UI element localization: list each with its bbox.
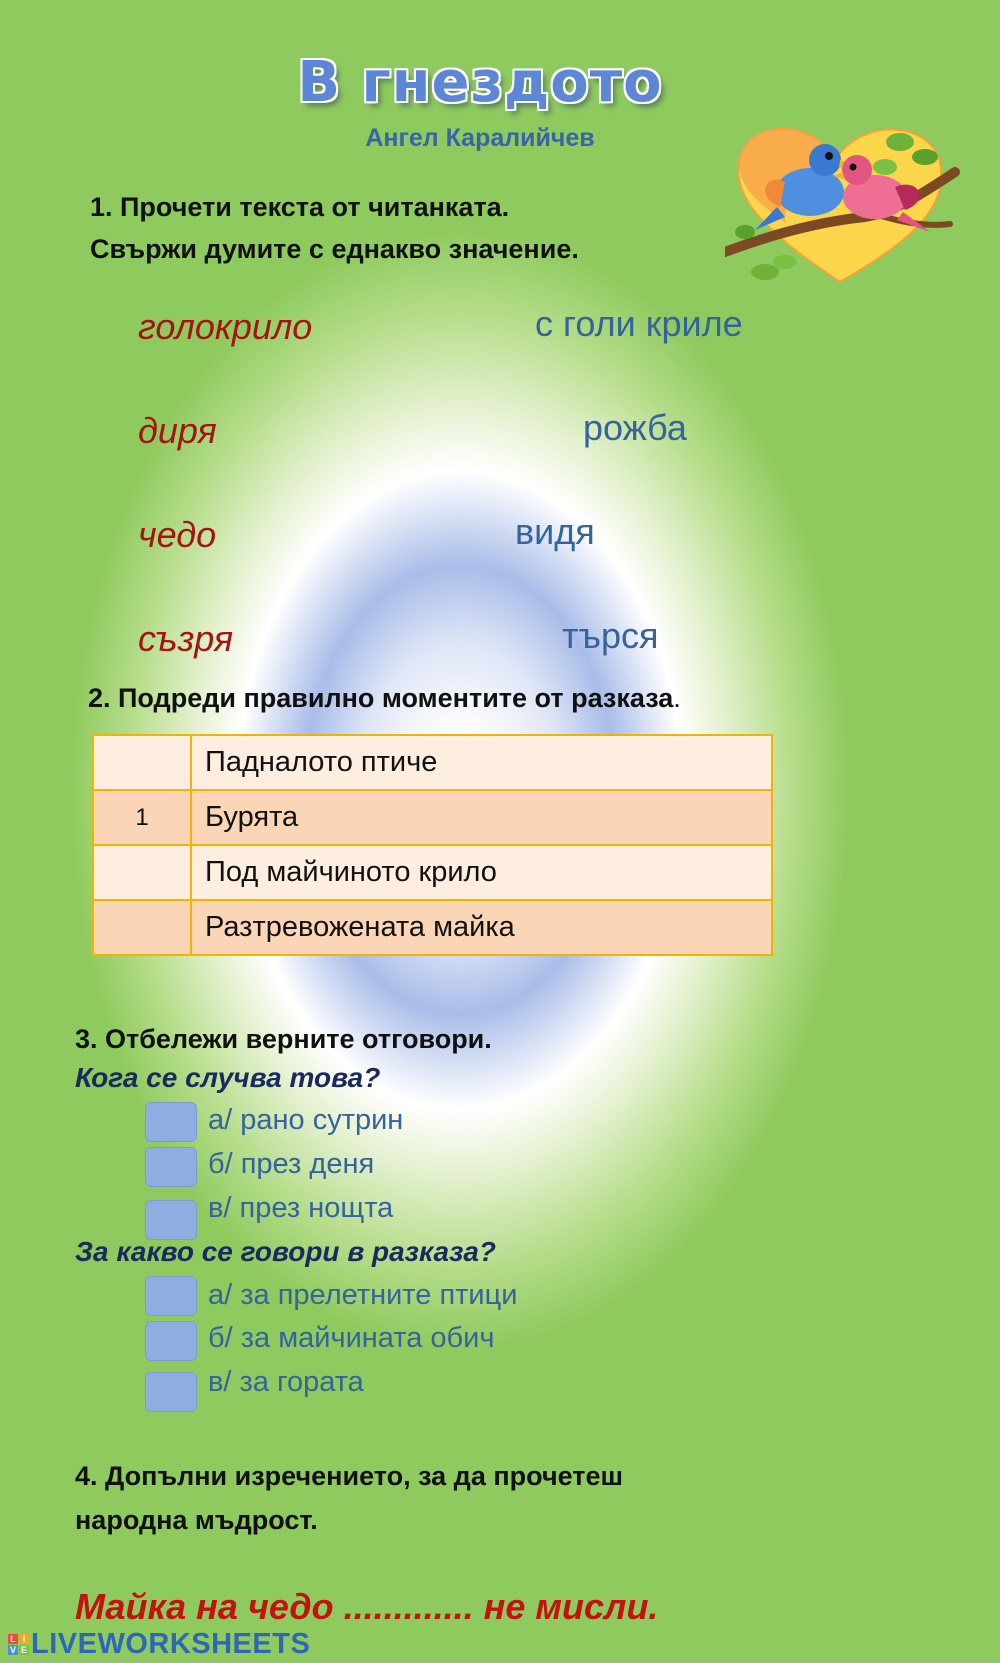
question-1: Кога се случва това? bbox=[75, 1062, 381, 1093]
answer-checkbox[interactable] bbox=[145, 1102, 197, 1142]
match-right-word[interactable]: търся bbox=[562, 615, 659, 656]
table-row bbox=[93, 790, 772, 845]
task1-instruction-line2: Свържи думите с еднакво значение. bbox=[90, 234, 579, 264]
match-left-word[interactable]: голокрило bbox=[138, 306, 313, 347]
page-title: В гнездото bbox=[297, 50, 663, 115]
task3-instruction: 3. Отбележи верните отговори. bbox=[75, 1024, 492, 1054]
order-number-input[interactable] bbox=[93, 900, 191, 955]
answer-option: а/ рано сутрин bbox=[208, 1104, 404, 1136]
answer-option: в/ през нощта bbox=[208, 1192, 394, 1224]
logo-text: LIVEWORKSHEETS bbox=[31, 1627, 311, 1660]
match-right-word[interactable]: видя bbox=[515, 511, 595, 552]
logo-letter: L bbox=[8, 1634, 18, 1644]
order-number-input[interactable] bbox=[93, 735, 191, 790]
answer-checkbox[interactable] bbox=[145, 1276, 197, 1316]
order-table bbox=[92, 734, 773, 956]
table-row bbox=[93, 735, 772, 790]
order-item-text: Разтревожената майка bbox=[191, 900, 772, 955]
table-row bbox=[93, 900, 772, 955]
task4-instruction-line1: 4. Допълни изречението, за да прочетеш bbox=[75, 1461, 624, 1491]
logo-letter: I bbox=[19, 1634, 29, 1644]
task2-title: 2. Подреди правилно моментите от разказа bbox=[88, 683, 674, 713]
answer-checkbox[interactable] bbox=[145, 1147, 197, 1187]
order-number-input[interactable]: 1 bbox=[93, 790, 191, 845]
logo-mark-icon bbox=[8, 1634, 29, 1655]
order-item-text: Падналото птиче bbox=[191, 735, 772, 790]
logo-letter: V bbox=[9, 1644, 16, 1655]
answer-option: б/ през деня bbox=[208, 1148, 375, 1180]
bird-illustration bbox=[725, 112, 960, 292]
liveworksheets-logo[interactable] bbox=[8, 1627, 310, 1661]
answer-checkbox[interactable] bbox=[145, 1200, 197, 1240]
task4-instruction-line2: народна мъдрост. bbox=[75, 1505, 318, 1535]
order-number-input[interactable] bbox=[93, 845, 191, 900]
answer-option: б/ за майчината обич bbox=[208, 1322, 495, 1354]
table-row bbox=[93, 845, 772, 900]
answer-checkbox[interactable] bbox=[145, 1372, 197, 1412]
answer-checkbox[interactable] bbox=[145, 1321, 197, 1361]
order-item-text: Под майчиното крило bbox=[191, 845, 772, 900]
task2-instruction bbox=[88, 677, 681, 719]
question-2: За какво се говори в разказа? bbox=[75, 1236, 497, 1267]
task1-instruction-line1: 1. Прочети текста от читанката. bbox=[90, 192, 510, 222]
match-left-word[interactable]: чедо bbox=[138, 514, 217, 555]
match-right-word[interactable]: с голи криле bbox=[535, 303, 743, 344]
match-right-word[interactable]: рожба bbox=[583, 407, 687, 448]
proverb-fill-in[interactable]: Майка на чедо ............. не мисли. bbox=[75, 1586, 659, 1627]
author-name: Ангел Каралийчев bbox=[365, 124, 595, 152]
answer-option: а/ за прелетните птици bbox=[208, 1279, 518, 1311]
task2-title-period: . bbox=[673, 683, 681, 713]
match-left-word[interactable]: съзря bbox=[138, 618, 234, 659]
order-item-text: Бурята bbox=[191, 790, 772, 845]
logo-letter: E bbox=[20, 1644, 27, 1655]
match-left-word[interactable]: диря bbox=[138, 410, 217, 451]
answer-option: в/ за гората bbox=[208, 1366, 364, 1398]
